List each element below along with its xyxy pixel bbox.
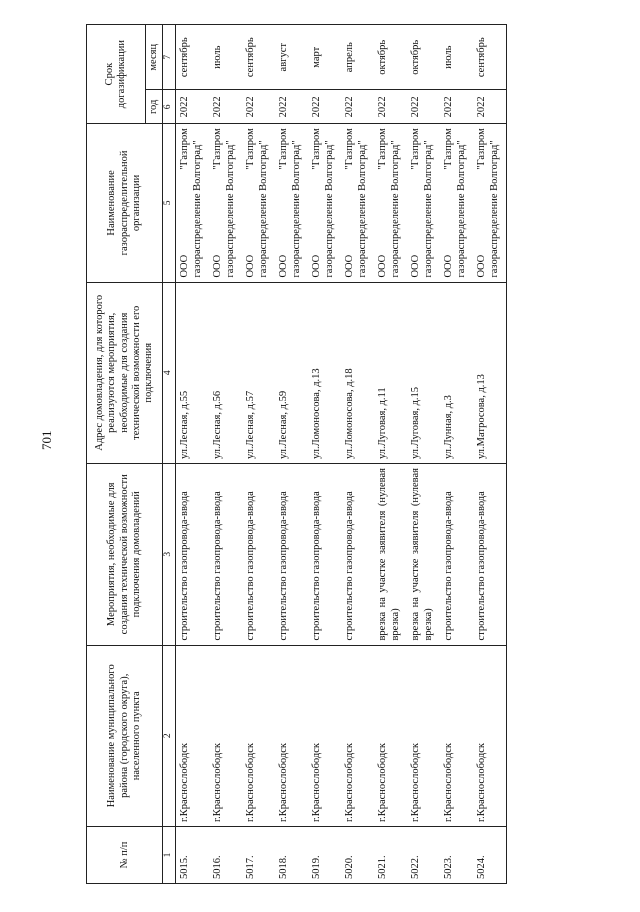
- cell-organization: ООО "Газпром газораспределение Волгоград": [176, 124, 210, 282]
- cell-address: ул.Лесная, д.55: [176, 282, 210, 464]
- cell-address: ул.Луговая, д.11: [374, 282, 407, 464]
- cell-num: 5021.: [374, 827, 407, 884]
- table-row: [374, 25, 407, 884]
- cell-month: сентябрь: [473, 25, 507, 90]
- cell-measures: строительство газопровода-ввода: [275, 464, 308, 646]
- cell-district: г.Краснослободск: [176, 645, 210, 827]
- cell-month: июль: [440, 25, 473, 90]
- cell-district: г.Краснослободск: [374, 645, 407, 827]
- header-measures: Мероприятия, необходимые для создания технической возможности подключения домовладений: [87, 464, 163, 646]
- header-deadline: Срок догазификации: [87, 25, 146, 124]
- column-number: 1: [163, 827, 176, 884]
- cell-num: 5020.: [341, 827, 374, 884]
- gasification-table: [86, 24, 507, 884]
- cell-organization: ООО "Газпром газораспределение Волгоград": [209, 124, 242, 282]
- table-row: [473, 25, 507, 884]
- cell-district: г.Краснослободск: [242, 645, 275, 827]
- cell-district: г.Краснослободск: [440, 645, 473, 827]
- cell-address: ул.Лесная, д.59: [275, 282, 308, 464]
- cell-year: 2022: [341, 90, 374, 124]
- cell-organization: ООО "Газпром газораспределение Волгоград": [242, 124, 275, 282]
- column-number: 6: [163, 90, 176, 124]
- cell-district: г.Краснослободск: [209, 645, 242, 827]
- cell-num: 5017.: [242, 827, 275, 884]
- header-address: Адрес домовладения, для которого реализуются мероприятия, необходимые для создания технической возможности его подключения: [87, 282, 163, 464]
- cell-district: г.Краснослободск: [473, 645, 507, 827]
- cell-measures: строительство газопровода-ввода: [308, 464, 341, 646]
- cell-year: 2022: [242, 90, 275, 124]
- table-row: [242, 25, 275, 884]
- table-row: [440, 25, 473, 884]
- cell-month: сентябрь: [176, 25, 210, 90]
- header-num: № п/п: [87, 827, 163, 884]
- table-row: [176, 25, 210, 884]
- header-month: месяц: [146, 25, 163, 90]
- cell-address: ул.Ломоносова, д.18: [341, 282, 374, 464]
- cell-district: г.Краснослободск: [341, 645, 374, 827]
- cell-year: 2022: [308, 90, 341, 124]
- cell-organization: ООО "Газпром газораспределение Волгоград": [308, 124, 341, 282]
- cell-organization: ООО "Газпром газораспределение Волгоград": [407, 124, 440, 282]
- cell-district: г.Краснослободск: [308, 645, 341, 827]
- cell-measures: строительство газопровода-ввода: [176, 464, 210, 646]
- cell-measures: врезка на участке заявителя (нулевая врезка): [374, 464, 407, 646]
- cell-year: 2022: [176, 90, 210, 124]
- cell-month: октябрь: [407, 25, 440, 90]
- cell-district: г.Краснослободск: [407, 645, 440, 827]
- cell-measures: строительство газопровода-ввода: [209, 464, 242, 646]
- cell-organization: ООО "Газпром газораспределение Волгоград": [473, 124, 507, 282]
- column-number: 3: [163, 464, 176, 646]
- table-row: [308, 25, 341, 884]
- header-organization: Наименование газораспределительной организации: [87, 124, 163, 282]
- table-row: [407, 25, 440, 884]
- page-number: 701: [39, 430, 54, 450]
- cell-num: 5023.: [440, 827, 473, 884]
- cell-organization: ООО "Газпром газораспределение Волгоград": [374, 124, 407, 282]
- cell-year: 2022: [275, 90, 308, 124]
- table-body: [176, 25, 507, 884]
- cell-num: 5019.: [308, 827, 341, 884]
- cell-month: март: [308, 25, 341, 90]
- cell-num: 5018.: [275, 827, 308, 884]
- cell-num: 5016.: [209, 827, 242, 884]
- cell-month: сентябрь: [242, 25, 275, 90]
- cell-address: ул.Матросова, д.13: [473, 282, 507, 464]
- cell-month: октябрь: [374, 25, 407, 90]
- table-row: [341, 25, 374, 884]
- cell-measures: строительство газопровода-ввода: [341, 464, 374, 646]
- cell-year: 2022: [473, 90, 507, 124]
- column-number: 7: [163, 25, 176, 90]
- cell-year: 2022: [407, 90, 440, 124]
- cell-measures: строительство газопровода-ввода: [440, 464, 473, 646]
- cell-measures: врезка на участке заявителя (нулевая врезка): [407, 464, 440, 646]
- column-number: 2: [163, 645, 176, 827]
- header-district: Наименование муниципального района (городского округа), населенного пункта: [87, 645, 163, 827]
- table-row: [209, 25, 242, 884]
- cell-organization: ООО "Газпром газораспределение Волгоград": [341, 124, 374, 282]
- cell-month: июль: [209, 25, 242, 90]
- cell-address: ул.Лунная, д.3: [440, 282, 473, 464]
- cell-address: ул.Ломоносова, д.13: [308, 282, 341, 464]
- cell-organization: ООО "Газпром газораспределение Волгоград": [440, 124, 473, 282]
- cell-address: ул.Лесная, д.56: [209, 282, 242, 464]
- cell-year: 2022: [440, 90, 473, 124]
- cell-year: 2022: [374, 90, 407, 124]
- header-year: год: [146, 90, 163, 124]
- column-number: 5: [163, 124, 176, 282]
- cell-year: 2022: [209, 90, 242, 124]
- column-number: 4: [163, 282, 176, 464]
- cell-district: г.Краснослободск: [275, 645, 308, 827]
- cell-measures: строительство газопровода-ввода: [473, 464, 507, 646]
- cell-measures: строительство газопровода-ввода: [242, 464, 275, 646]
- cell-month: август: [275, 25, 308, 90]
- cell-num: 5022.: [407, 827, 440, 884]
- cell-address: ул.Луговая, д.15: [407, 282, 440, 464]
- cell-address: ул.Лесная, д.57: [242, 282, 275, 464]
- cell-num: 5015.: [176, 827, 210, 884]
- cell-organization: ООО "Газпром газораспределение Волгоград": [275, 124, 308, 282]
- rotated-table-wrapper: [86, 24, 566, 884]
- table-row: [275, 25, 308, 884]
- cell-month: апрель: [341, 25, 374, 90]
- cell-num: 5024.: [473, 827, 507, 884]
